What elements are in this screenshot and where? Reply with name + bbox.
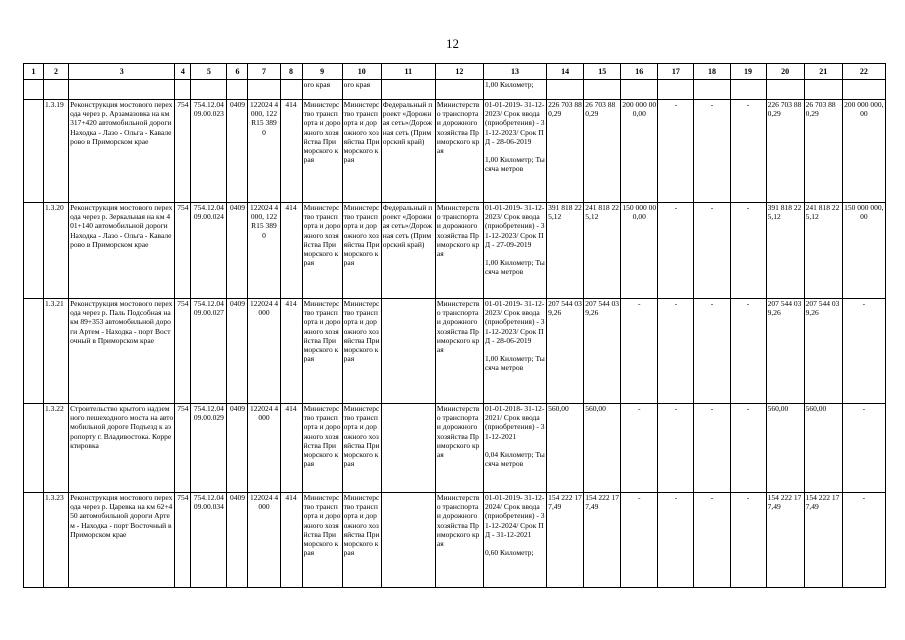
row-col19: - bbox=[730, 493, 766, 588]
row-col21: 26 703 880,29 bbox=[804, 100, 842, 203]
row-col12: Министерство транспорта и дорожного хозяйства Приморского края bbox=[435, 493, 483, 588]
row-col11 bbox=[381, 299, 435, 404]
row-col10: Министерство транспорта и дорожного хозяйства Приморского края bbox=[342, 404, 381, 493]
row-col6: 0409 bbox=[227, 100, 248, 203]
row-col12: Министерство транспорта и дорожного хозяйства Приморского края bbox=[435, 203, 483, 299]
row-col17: - bbox=[658, 299, 694, 404]
header-col-22: 22 bbox=[842, 64, 885, 80]
row-col15: 560,00 bbox=[584, 404, 621, 493]
row-num: 1.3.20 bbox=[44, 203, 69, 299]
header-col-2: 2 bbox=[44, 64, 69, 80]
row-num: 1.3.23 bbox=[44, 493, 69, 588]
row-num: 1.3.21 bbox=[44, 299, 69, 404]
header-col-14: 14 bbox=[547, 64, 584, 80]
row-col5: 754.12.04 09.00.034 bbox=[191, 493, 227, 588]
row-col5: 754.12.04 09.00.023 bbox=[191, 100, 227, 203]
row-col18: - bbox=[694, 299, 730, 404]
row-col4: 754 bbox=[175, 100, 191, 203]
row-col7: 122024 4000 bbox=[248, 493, 280, 588]
row-col20: 226 703 880,29 bbox=[766, 100, 804, 203]
row-col10: Министерство транспорта и дорожного хозяйства Приморского края bbox=[342, 493, 381, 588]
header-col-3: 3 bbox=[69, 64, 175, 80]
header-col-5: 5 bbox=[191, 64, 227, 80]
row-col13: 01-01-2019- 31-12-2023/ Срок ввода (приобретения) - 31-12-2023/ Срок ПД - 27-09-2019 1,00 Километр; Тысяча метров bbox=[483, 203, 546, 299]
header-col-7: 7 bbox=[248, 64, 280, 80]
row-col6: 0409 bbox=[227, 203, 248, 299]
row-col8: 414 bbox=[280, 404, 302, 493]
row-col12: Министерство транспорта и дорожного хозяйства Приморского края bbox=[435, 299, 483, 404]
row-col14: 560,00 bbox=[547, 404, 584, 493]
row-col18: - bbox=[694, 100, 730, 203]
row-name: Реконструкция мостового перехода через р. Зеркальная на км 401+140 автомобильной дороги Находка - Лазо - Ольга - Кавалерово в Приморском крае bbox=[69, 203, 175, 299]
row-col22: - bbox=[842, 404, 885, 493]
row-name: Реконструкция мостового перехода через р. Арзамазовка на км 317+420 автомобильной дороги Находка - Лазо - Ольга - Кавалерово в Приморском крае bbox=[69, 100, 175, 203]
header-col-16: 16 bbox=[621, 64, 658, 80]
row-col14: 207 544 039,26 bbox=[547, 299, 584, 404]
row-name: Реконструкция мостового перехода через р. Паль Подсобная на км 89+353 автомобильной дороги Артем - Находка - порт Восточный в Приморском крае bbox=[69, 299, 175, 404]
row-col13: 01-01-2019- 31-12-2023/ Срок ввода (приобретения) - 31-12-2023/ Срок ПД - 28-06-2019 1,00 Километр; Тысяча метров bbox=[483, 299, 546, 404]
header-col-18: 18 bbox=[694, 64, 730, 80]
row-col17: - bbox=[658, 203, 694, 299]
row-col14: 391 818 225,12 bbox=[547, 203, 584, 299]
row-col10: Министерство транспорта и дорожного хозяйства Приморского края bbox=[342, 203, 381, 299]
row-col12: Министерство транспорта и дорожного хозяйства Приморского края bbox=[435, 404, 483, 493]
row-col1 bbox=[24, 404, 44, 493]
row-col4: 754 bbox=[175, 404, 191, 493]
row-col12: Министерство транспорта и дорожного хозяйства Приморского края bbox=[435, 100, 483, 203]
continuation-col9: ого края bbox=[302, 80, 342, 100]
row-col17: - bbox=[658, 100, 694, 203]
table-row bbox=[24, 493, 886, 588]
row-col19: - bbox=[730, 299, 766, 404]
row-col9: Министерство транспорта и дорожного хозяйства Приморского края bbox=[302, 203, 342, 299]
header-col-13: 13 bbox=[483, 64, 546, 80]
row-col22: - bbox=[842, 299, 885, 404]
page-number: 12 bbox=[446, 36, 459, 51]
row-col20: 154 222 177,49 bbox=[766, 493, 804, 588]
header-col-6: 6 bbox=[227, 64, 248, 80]
row-col16: - bbox=[621, 404, 658, 493]
row-col9: Министерство транспорта и дорожного хозяйства Приморского края bbox=[302, 299, 342, 404]
row-col20: 560,00 bbox=[766, 404, 804, 493]
row-col9: Министерство транспорта и дорожного хозяйства Приморского края bbox=[302, 404, 342, 493]
row-col19: - bbox=[730, 404, 766, 493]
row-col1 bbox=[24, 203, 44, 299]
row-col5: 754.12.04 09.00.029 bbox=[191, 404, 227, 493]
row-col16: 200 000 000,00 bbox=[621, 100, 658, 203]
row-col11: Федеральный проект «Дорожная сеть»/Дорожная сеть (Приморский край) bbox=[381, 203, 435, 299]
continuation-col10: ого края bbox=[342, 80, 381, 100]
row-col19: - bbox=[730, 203, 766, 299]
header-col-8: 8 bbox=[280, 64, 302, 80]
row-col15: 26 703 880,29 bbox=[584, 100, 621, 203]
row-col10: Министерство транспорта и дорожного хозяйства Приморского края bbox=[342, 100, 381, 203]
row-col7: 122024 4000, 122R15 3890 bbox=[248, 203, 280, 299]
row-col6: 0409 bbox=[227, 299, 248, 404]
header-col-20: 20 bbox=[766, 64, 804, 80]
row-col13: 01-01-2019- 31-12-2024/ Срок ввода (приобретения) - 31-12-2024/ Срок ПД - 31-12-2021 0,60 Километр; bbox=[483, 493, 546, 588]
row-col15: 241 818 225,12 bbox=[584, 203, 621, 299]
row-num: 1.3.22 bbox=[44, 404, 69, 493]
row-col9: Министерство транспорта и дорожного хозяйства Приморского края bbox=[302, 493, 342, 588]
continuation-row bbox=[24, 80, 886, 100]
row-num: 1.3.19 bbox=[44, 100, 69, 203]
row-col1 bbox=[24, 100, 44, 203]
row-name: Реконструкция мостового перехода через р. Царевка на км 62+450 автомобильной дороги Артем - Находка - порт Восточный в Приморском крае bbox=[69, 493, 175, 588]
row-col10: Министерство транспорта и дорожного хозяйства Приморского края bbox=[342, 299, 381, 404]
header-col-21: 21 bbox=[804, 64, 842, 80]
row-col1 bbox=[24, 493, 44, 588]
row-col8: 414 bbox=[280, 299, 302, 404]
header-col-17: 17 bbox=[658, 64, 694, 80]
row-col22: 150 000 000,00 bbox=[842, 203, 885, 299]
row-col1 bbox=[24, 299, 44, 404]
row-col20: 207 544 039,26 bbox=[766, 299, 804, 404]
row-col8: 414 bbox=[280, 100, 302, 203]
row-col16: 150 000 000,00 bbox=[621, 203, 658, 299]
row-col6: 0409 bbox=[227, 404, 248, 493]
header-col-12: 12 bbox=[435, 64, 483, 80]
row-col18: - bbox=[694, 404, 730, 493]
budget-table bbox=[23, 63, 886, 588]
row-col6: 0409 bbox=[227, 493, 248, 588]
row-col13: 01-01-2018- 31-12-2021/ Срок ввода (приобретения) - 31-12-2021 0,04 Километр; Тысяча метров bbox=[483, 404, 546, 493]
row-col15: 154 222 177,49 bbox=[584, 493, 621, 588]
header-col-9: 9 bbox=[302, 64, 342, 80]
row-col21: 560,00 bbox=[804, 404, 842, 493]
row-col11 bbox=[381, 493, 435, 588]
table-row bbox=[24, 404, 886, 493]
continuation-col13: 1,00 Километр; bbox=[483, 80, 546, 100]
row-col14: 154 222 177,49 bbox=[547, 493, 584, 588]
header-row bbox=[24, 64, 886, 80]
row-col4: 754 bbox=[175, 203, 191, 299]
row-col7: 122024 4000, 122R15 3890 bbox=[248, 100, 280, 203]
row-col21: 154 222 177,49 bbox=[804, 493, 842, 588]
row-col14: 226 703 880,29 bbox=[547, 100, 584, 203]
row-col20: 391 818 225,12 bbox=[766, 203, 804, 299]
row-col16: - bbox=[621, 299, 658, 404]
row-col19: - bbox=[730, 100, 766, 203]
row-col11 bbox=[381, 404, 435, 493]
row-col18: - bbox=[694, 493, 730, 588]
row-col5: 754.12.04 09.00.024 bbox=[191, 203, 227, 299]
header-col-4: 4 bbox=[175, 64, 191, 80]
row-col7: 122024 4000 bbox=[248, 404, 280, 493]
row-col13: 01-01-2019- 31-12-2023/ Срок ввода (приобретения) - 31-12-2023/ Срок ПД - 28-06-2019 1,00 Километр; Тысяча метров bbox=[483, 100, 546, 203]
row-col17: - bbox=[658, 493, 694, 588]
row-col4: 754 bbox=[175, 493, 191, 588]
row-col16: - bbox=[621, 493, 658, 588]
row-col9: Министерство транспорта и дорожного хозяйства Приморского края bbox=[302, 100, 342, 203]
row-col15: 207 544 039,26 bbox=[584, 299, 621, 404]
table-row bbox=[24, 100, 886, 203]
row-name: Строительство крытого надземного пешеходного моста на автомобильной дороге Подъезд к аэропорту г. Владивостока. Корректировка bbox=[69, 404, 175, 493]
header-col-1: 1 bbox=[24, 64, 44, 80]
row-col4: 754 bbox=[175, 299, 191, 404]
row-col21: 241 818 225,12 bbox=[804, 203, 842, 299]
table-row bbox=[24, 299, 886, 404]
header-col-10: 10 bbox=[342, 64, 381, 80]
row-col5: 754.12.04 09.00.027 bbox=[191, 299, 227, 404]
row-col17: - bbox=[658, 404, 694, 493]
row-col22: - bbox=[842, 493, 885, 588]
row-col11: Федеральный проект «Дорожная сеть»/Дорожная сеть (Приморский край) bbox=[381, 100, 435, 203]
header-col-11: 11 bbox=[381, 64, 435, 80]
table-row bbox=[24, 203, 886, 299]
header-col-19: 19 bbox=[730, 64, 766, 80]
row-col7: 122024 4000 bbox=[248, 299, 280, 404]
row-col8: 414 bbox=[280, 493, 302, 588]
row-col8: 414 bbox=[280, 203, 302, 299]
row-col18: - bbox=[694, 203, 730, 299]
row-col22: 200 000 000,00 bbox=[842, 100, 885, 203]
row-col21: 207 544 039,26 bbox=[804, 299, 842, 404]
header-col-15: 15 bbox=[584, 64, 621, 80]
